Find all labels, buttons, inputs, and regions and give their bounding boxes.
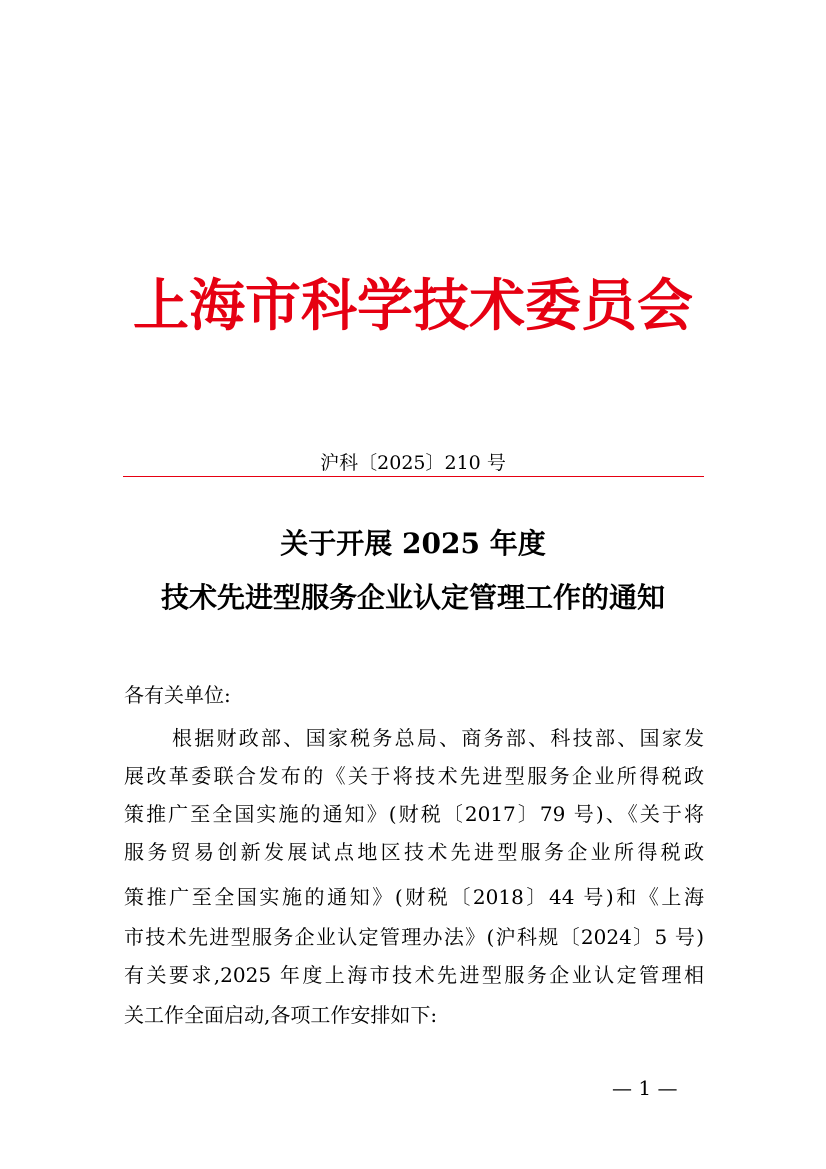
body-line: 根据财政部、国家税务总局、商务部、科技部、国家发: [172, 726, 704, 750]
title-line-2: 技术先进型服务企业认定管理工作的通知: [160, 581, 665, 614]
red-divider-line: [123, 476, 704, 477]
document-number: 沪科〔2025〕210 号: [320, 452, 506, 474]
body-line: 展改革委联合发布的《关于将技术先进型服务企业所得税政: [124, 764, 704, 788]
body-line: 关工作全面启动,各项工作安排如下:: [124, 1003, 438, 1027]
body-line: 市技术先进型服务企业认定管理办法》(沪科规〔2024〕5 号): [124, 925, 704, 949]
body-line: 有关要求,2025 年度上海市技术先进型服务企业认定管理相: [124, 963, 704, 987]
title-line-1: 关于开展 2025 年度: [280, 527, 546, 560]
body-line: 策推广至全国实施的通知》(财税〔2017〕79 号)、《关于将: [124, 802, 704, 826]
body-line: 服务贸易创新发展试点地区技术先进型服务企业所得税政: [124, 840, 704, 864]
salutation: 各有关单位:: [124, 683, 231, 707]
page-number: — 1 —: [612, 1076, 678, 1100]
issuing-organization: 上海市科学技术委员会: [133, 273, 693, 339]
body-line: 策推广至全国实施的通知》(财税〔2018〕44 号)和《上海: [124, 885, 704, 909]
